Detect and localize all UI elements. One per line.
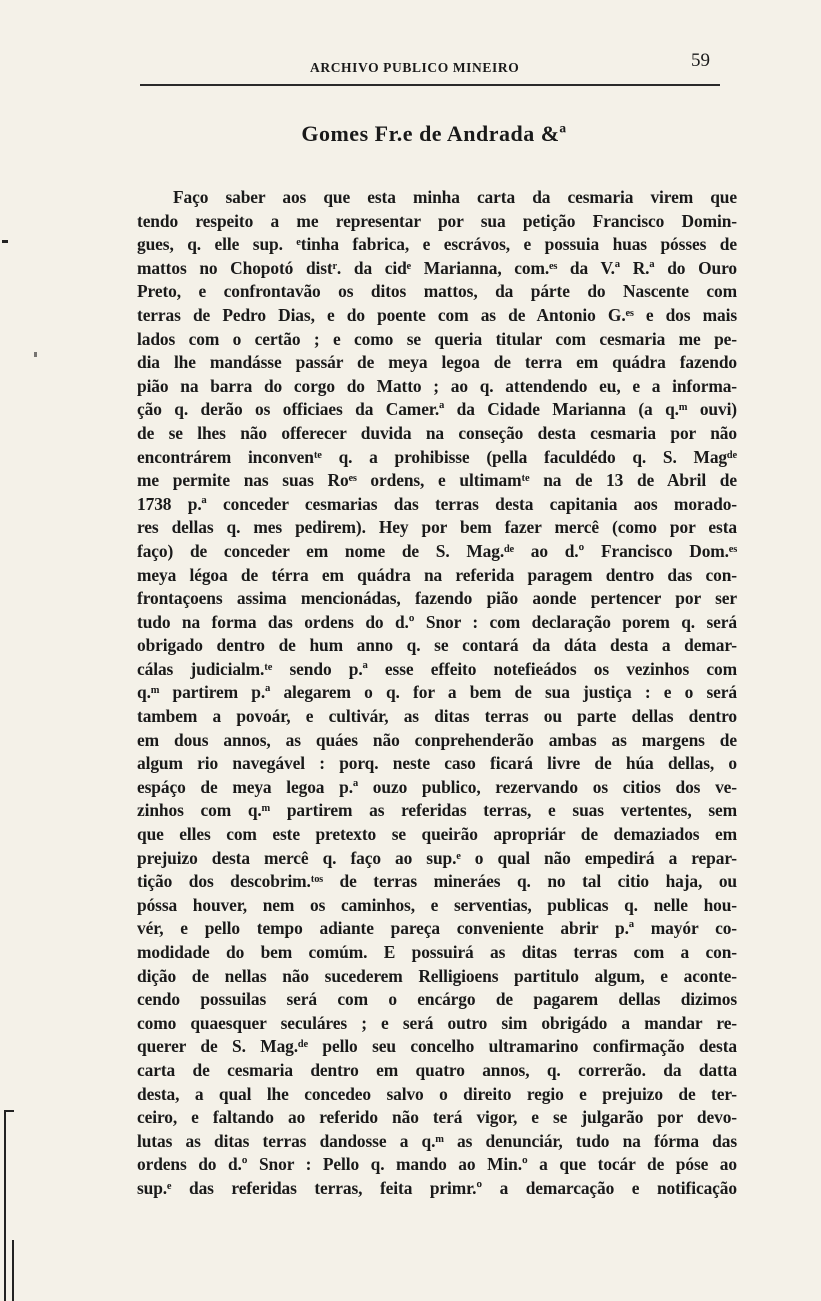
text-line: ordens do d.º Snor : Pello q. mando ao Min.º a que tocár de póse ao (137, 1154, 737, 1175)
text-line: sup.ᵉ das referidas terras, feita primr.º a demarcação e notificação (137, 1177, 737, 1198)
text-line: que elles com este pretexto se queirão apropriár de demaziados em (137, 824, 737, 845)
text-line: res dellas q. mes pedirem). Hey por bem fazer mercê (como por esta (137, 517, 737, 538)
text-line: lutas as ditas terras dandosse a q.ᵐ as denunciár, tudo na fórma das (137, 1130, 737, 1151)
text-line: algum rio navegável : porq. neste caso ficará livre de húa dellas, o (137, 753, 737, 774)
text-line: querer de S. Mag.ᵈᵉ pello seu concelho ultramarino confirmação desta (137, 1036, 737, 1057)
text-line: em dous annos, as quáes não conprehenderão ambas as margens de (137, 729, 737, 750)
text-line: dição de nellas não sucederem Relligioens partitulo algum, e aconte- (137, 965, 737, 986)
text-line: gues, q. elle sup. ᵉtinha fabrica, e escrávos, e possuia huas pósses de (137, 234, 737, 255)
text-line: vér, e pello tempo adiante pareça conveniente abrir p.ª mayór co- (137, 918, 737, 939)
text-line: faço) de conceder em nome de S. Mag.ᵈᵉ ao d.º Francisco Dom.ᵉˢ (137, 540, 737, 561)
text-line: dia lhe mandásse passár de meya legoa de terra em quádra fazendo (137, 352, 737, 373)
text-line: de se lhes não offerecer duvida na conseção desta cesmaria por não (137, 422, 737, 443)
text-line: espáço de meya legoa p.ª ouzo publico, rezervando os citios dos ve- (137, 776, 737, 797)
text-line: tição dos descobrim.ᵗᵒˢ de terras mineráes q. no tal citio haja, ou (137, 871, 737, 892)
text-line: terras de Pedro Dias, e do poente com as de Antonio G.ᵉˢ e dos mais (137, 304, 737, 325)
margin-speck (2, 240, 8, 243)
text-line: tendo respeito a me representar por sua petição Francisco Domin- (137, 210, 737, 231)
text-line: meya légoa de térra em quádra na referida paragem dentro das con- (137, 564, 737, 585)
header-rule (140, 84, 720, 86)
text-line: 1738 p.ª conceder cesmarias das terras desta capitania aos morado- (137, 493, 737, 514)
text-line: como quaesquer seculáres ; e será outro sim obrigádo a mandar re- (137, 1012, 737, 1033)
running-head (140, 50, 728, 80)
text-line: ção q. derão os officiaes da Camer.ª da Cidade Marianna (a q.ᵐ ouvi) (137, 399, 737, 420)
text-line: zinhos com q.ᵐ partirem as referidas terras, e suas vertentes, sem (137, 800, 737, 821)
page-number: 59 (691, 50, 710, 71)
text-line: póssa houver, nem os caminhos, e serventias, publicas q. nelle hou- (137, 894, 737, 915)
text-line: me permite nas suas Roᵉˢ ordens, e ultimamᵗᵉ na de 13 de Abril de (137, 470, 737, 491)
text-line: encontrárem inconvenᵗᵉ q. a prohibisse (pella faculdédo q. S. Magᵈᵉ (137, 446, 737, 467)
text-line: ceiro, e faltando ao referido não terá vigor, e se julgarão por devo- (137, 1107, 737, 1128)
text-line: desta, a qual lhe concedeo salvo o direito regio e prejuizo de ter- (137, 1083, 737, 1104)
text-line: obrigado dentro de hum anno q. se contará da dáta desta a demar- (137, 635, 737, 656)
text-line: tudo na forma das ordens do d.º Snor : com declaração porem q. será (137, 611, 737, 632)
body-text (137, 186, 737, 1201)
text-line: cálas judicialm.ᵗᵉ sendo p.ª esse effeito notefieádos os vezinhos com (137, 658, 737, 679)
text-line: prejuizo desta mercê q. faço ao sup.ᵉ o qual não empedirá a repar- (137, 847, 737, 868)
text-line: frontaçoens assima mencionádas, fazendo pião aonde pertencer por ser (137, 588, 737, 609)
text-line: modidade do bem comúm. E possuirá as ditas terras com a con- (137, 942, 737, 962)
text-line: pião na barra do corgo do Matto ; ao q. attendendo eu, e a informa- (137, 375, 737, 396)
text-line: Preto, e confrontavão os ditos mattos, da párte do Nascente com (137, 281, 737, 302)
margin-binding-line (12, 1240, 14, 1301)
text-line: mattos no Chopotó distʳ. da cidᵉ Marianna, com.ᵉˢ da V.ª R.ª do Ouro (137, 257, 737, 278)
margin-binding-line (4, 1110, 6, 1301)
text-line: q.ᵐ partirem p.ª alegarem o q. for a bem de sua justiça : e o será (137, 682, 737, 703)
text-line: carta de cesmaria dentro em quatro annos, q. correrão. da datta (137, 1059, 737, 1080)
section-heading: Gomes Fr.e de Andrada &ª (301, 121, 567, 146)
text-line: Faço saber aos que esta minha carta da cesmaria virem que (173, 187, 737, 207)
text-line: cendo possuilas será com o encárgo de pagarem dellas dizimos (137, 989, 737, 1010)
text-line: lados com o certão ; e como se queria titular com cesmaria me pe- (137, 328, 737, 349)
running-title: ARCHIVO PUBLICO MINEIRO (310, 60, 520, 75)
text-line: tambem a povoár, e cultivár, as ditas terras ou parte dellas dentro (137, 706, 737, 727)
margin-speck (34, 352, 37, 357)
margin-binding-tick (4, 1110, 14, 1112)
